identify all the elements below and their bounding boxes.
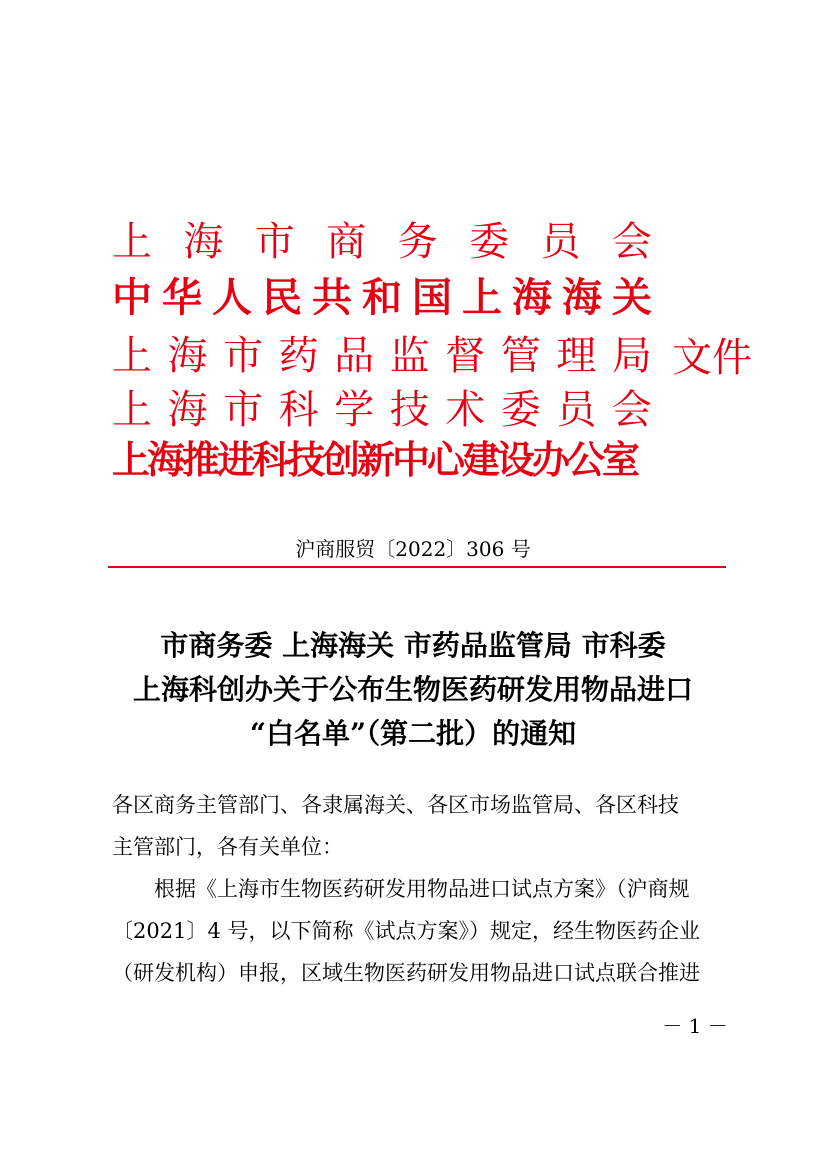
body-line: 根据《上海市生物医药研发用物品进口试点方案》（沪商规 [112, 877, 690, 901]
body-line: 各区商务主管部门、各隶属海关、各区市场监管局、各区科技 [112, 793, 679, 817]
body-line: 主管部门，各有关单位： [112, 835, 343, 859]
issuer-char: 务 [397, 219, 438, 265]
issuer-commerce-commission [112, 214, 652, 270]
issuer-char: 上 [462, 274, 502, 321]
issuer-char: 技 [389, 387, 430, 433]
issuer-char: 人 [212, 274, 252, 321]
issuer-char: 监 [389, 333, 430, 379]
issuer-char: 华 [162, 274, 202, 321]
issuer-text: 上海推进科技创新中心建设办公室 [112, 438, 638, 482]
issuer-char: 市 [254, 219, 295, 265]
issuer-char: 海 [167, 387, 208, 433]
issuer-char: 上 [112, 387, 152, 433]
issuer-char: 督 [445, 333, 486, 379]
issuer-char: 海 [167, 333, 208, 379]
issuer-customs [112, 270, 652, 326]
issuer-char: 上 [112, 219, 152, 265]
issuer-char: 民 [262, 274, 302, 321]
issuer-char: 国 [412, 274, 452, 321]
issuer-char: 市 [223, 387, 264, 433]
title-line: 市商务委 上海海关 市药品监管局 市科委 [160, 629, 666, 662]
issuer-char: 会 [611, 387, 652, 433]
issuer-char: 术 [445, 387, 486, 433]
page-number: － 1 － [662, 1014, 728, 1038]
issuer-char: 科 [278, 387, 319, 433]
issuer-char: 委 [469, 219, 510, 265]
issuer-char: 局 [611, 333, 652, 379]
issuer-char: 药 [278, 333, 319, 379]
body-line: 〔2021〕4 号，以下简称《试点方案》）规定，经生物医药企业 [112, 919, 700, 943]
document-body [112, 784, 726, 994]
issuer-char: 理 [556, 333, 597, 379]
issuer-char: 上 [112, 333, 152, 379]
issuer-drug-administration [112, 328, 652, 384]
title-line: 上海科创办关于公布生物医药研发用物品进口 [132, 673, 693, 706]
issuer-char: 管 [500, 333, 541, 379]
body-line: （研发机构）申报，区域生物医药研发用物品进口试点联合推进 [112, 961, 700, 985]
red-divider [108, 566, 726, 568]
issuer-char: 商 [326, 219, 367, 265]
document-suffix: 文件 [672, 335, 752, 381]
document-number: 沪商服贸〔2022〕306 号 [295, 537, 531, 561]
issuer-innovation-office [112, 432, 672, 488]
issuer-char: 海 [183, 219, 224, 265]
issuer-char: 和 [362, 274, 402, 321]
document-title [0, 624, 826, 756]
issuer-char: 员 [540, 219, 581, 265]
issuer-char: 关 [612, 274, 652, 321]
issuer-char: 学 [334, 387, 375, 433]
title-line: “白名单”（第二批）的通知 [249, 717, 577, 750]
issuer-char: 海 [562, 274, 602, 321]
issuer-char: 委 [500, 387, 541, 433]
issuer-char: 海 [512, 274, 552, 321]
issuer-char: 员 [556, 387, 597, 433]
issuer-char: 品 [334, 333, 375, 379]
issuer-char: 会 [611, 219, 652, 265]
issuer-char: 市 [223, 333, 264, 379]
issuer-char: 中 [112, 274, 152, 321]
issuer-char: 共 [312, 274, 352, 321]
issuer-science-commission [112, 382, 652, 438]
